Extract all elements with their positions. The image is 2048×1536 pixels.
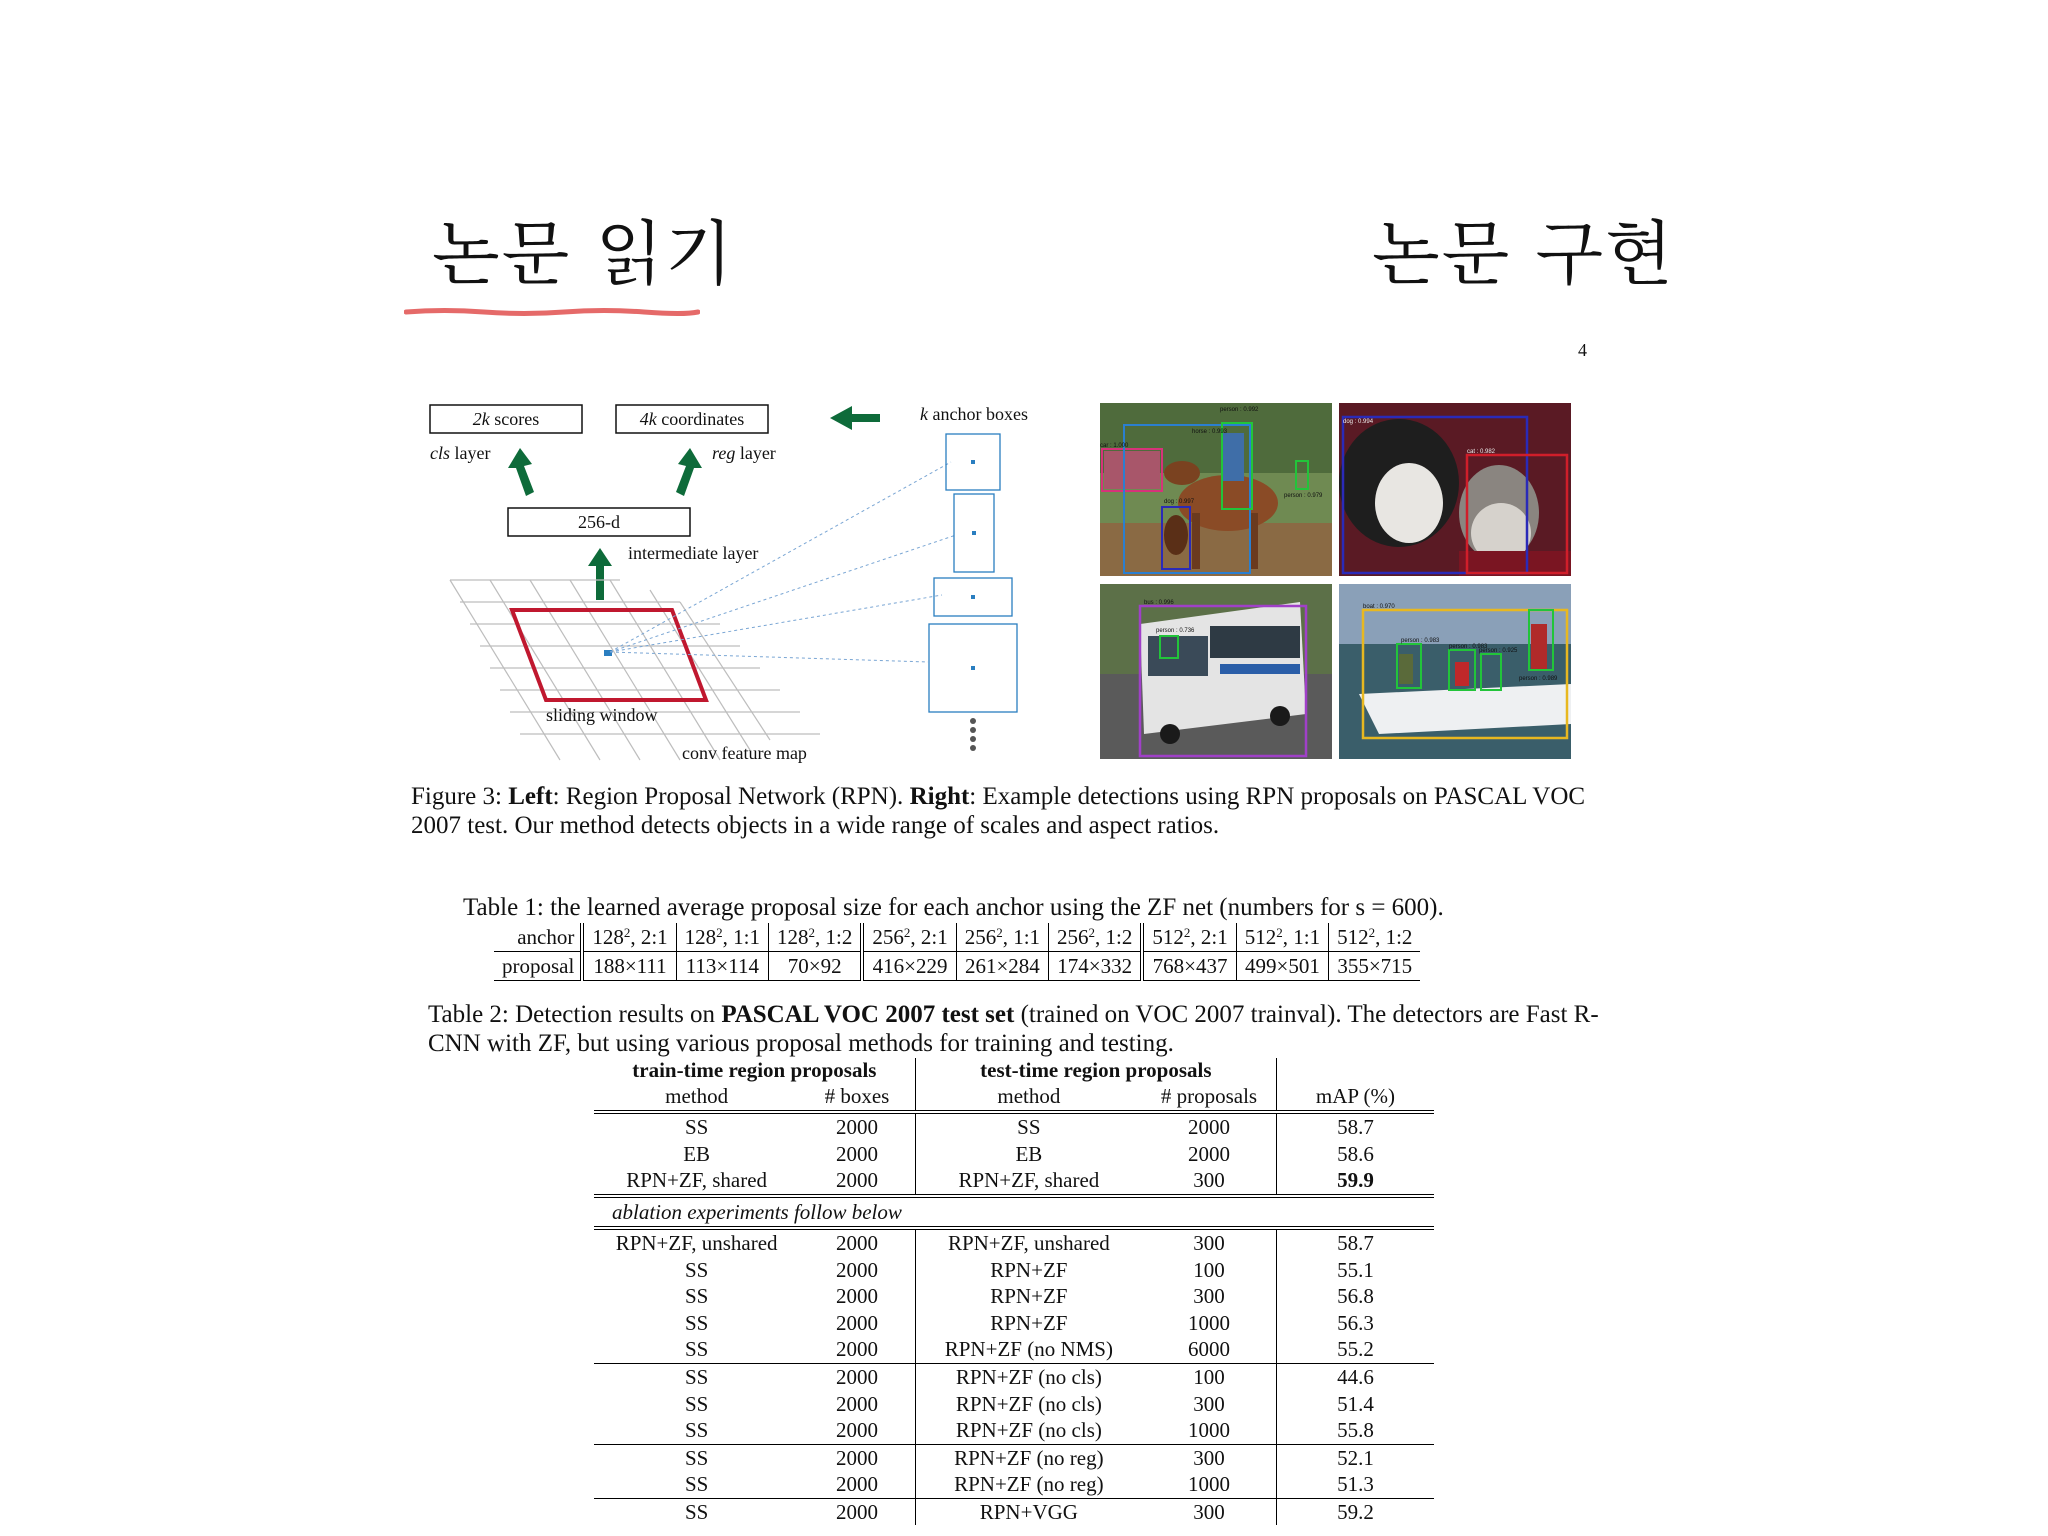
intermediate-label: 256-d <box>578 512 620 532</box>
table2-row <box>594 1336 1434 1363</box>
detection-photo-dog <box>1339 403 1571 576</box>
cell-test-method: RPN+ZF <box>990 1257 1068 1282</box>
cell-train-method: SS <box>594 1471 799 1498</box>
cell-test-method: RPN+ZF <box>990 1284 1068 1309</box>
cell-boxes: 2000 <box>799 1390 915 1417</box>
scores-label: 2k scores <box>472 409 540 429</box>
test-group-header: test-time region proposals <box>915 1058 1276 1082</box>
cell-test-method: SS <box>1017 1115 1041 1140</box>
cell-boxes: 2000 <box>799 1112 915 1141</box>
cell-boxes: 2000 <box>799 1141 915 1168</box>
cell-test-method: RPN+ZF (no cls) <box>955 1365 1102 1390</box>
table2-row <box>594 1256 1434 1283</box>
cell-map: 51.4 <box>1337 1391 1374 1416</box>
heading-paper-reading: 논문 읽기 <box>432 213 735 295</box>
cell-proposals: 300 <box>1142 1498 1276 1525</box>
det-label: person : 0.983 <box>1401 638 1440 644</box>
table2-row <box>594 1444 1434 1471</box>
cell-test-method: RPN+ZF (no cls) <box>915 1417 1142 1444</box>
col-map: mAP (%) <box>1276 1082 1434 1112</box>
cell-proposals: 300 <box>1142 1390 1276 1417</box>
cell-proposals: 300 <box>1142 1283 1276 1310</box>
cell-train-method: RPN+ZF, shared <box>594 1167 799 1196</box>
table2-row <box>594 1310 1434 1337</box>
cell-boxes: 2000 <box>799 1310 915 1337</box>
cell-map: 59.2 <box>1337 1500 1374 1525</box>
table1-anchor-row: anchor $128^2$, 2:1 $128^2$, 1:1 $128^2$, 1:2 $256^2$, 2:1 $256^2$, 1:1 $256^2$, 1:2 $512^2$, 2:1 $512^2$, 1:1 $512^2$, 1:2 <box>494 923 1420 952</box>
cell-proposals: 1000 <box>1142 1471 1276 1498</box>
table1-caption: Table 1: the learned average proposal size for each anchor using the ZF net (numbers for s = 600). <box>463 894 1444 921</box>
cell-map: 51.3 <box>1276 1471 1434 1498</box>
cell-map: 56.3 <box>1337 1310 1374 1335</box>
cell-train-method: SS <box>684 1284 709 1309</box>
cell-boxes: 2000 <box>799 1471 915 1498</box>
left-arrow-icon <box>830 406 880 430</box>
conv-feature-map-grid <box>450 580 820 760</box>
anchor-centers <box>971 460 976 670</box>
figure-caption: Figure 3: Left: Region Proposal Network (RPN). Right: Example detections using RPN proposals on PASCAL VOC 2007 test. Our method detects objects in a wide range of scales and aspect ratios. <box>411 783 1586 839</box>
det-label: bus : 0.996 <box>1144 600 1174 606</box>
table2-row <box>594 1471 1434 1498</box>
heading-paper-implementation: 논문 구현 <box>1372 213 1675 295</box>
cell-proposals: 1000 <box>1142 1417 1276 1444</box>
cell-boxes: 2000 <box>799 1498 915 1525</box>
cls-arrow-icon <box>508 448 534 496</box>
table2-row <box>594 1141 1434 1168</box>
cell-boxes: 2000 <box>799 1256 915 1283</box>
cell-train-method: SS <box>684 1257 709 1282</box>
det-label: dog : 0.994 <box>1343 419 1374 425</box>
table2-caption: Table 2: Detection results on PASCAL VOC 2007 test set (trained on VOC 2007 trainval). The detectors are Fast R-CNN with ZF, but using various proposal methods for training and testing. <box>428 1001 1599 1057</box>
sliding-window-label: sliding window <box>546 705 658 725</box>
col-proposals: # proposals <box>1142 1082 1276 1112</box>
cell-proposals: 6000 <box>1142 1336 1276 1363</box>
cell-boxes: 2000 <box>799 1283 915 1310</box>
cell-proposals: 2000 <box>1142 1141 1276 1168</box>
conv-map-label: conv feature map <box>682 743 807 763</box>
cell-train-method: SS <box>684 1500 709 1525</box>
cell-map: 58.7 <box>1337 1231 1374 1256</box>
cell-proposals: 300 <box>1142 1228 1276 1257</box>
det-label: person : 0.989 <box>1519 676 1558 682</box>
detection-photo-bus <box>1100 584 1332 759</box>
col-method: method <box>594 1082 799 1112</box>
cell-train-method: EB <box>683 1141 711 1166</box>
cell-proposals: 300 <box>1142 1167 1276 1196</box>
cell-proposals: 1000 <box>1142 1310 1276 1337</box>
rpn-diagram <box>420 390 1060 775</box>
cell-test-method: RPN+ZF (no reg) <box>954 1445 1104 1470</box>
intermediate-layer-label: intermediate layer <box>628 543 759 563</box>
cell-test-method: RPN+ZF (no cls) <box>955 1391 1102 1416</box>
col-boxes: # boxes <box>799 1082 915 1112</box>
det-label: person : 0.979 <box>1284 493 1323 499</box>
cell-map: 59.9 <box>1276 1167 1434 1196</box>
cell-train-method: SS <box>594 1336 799 1363</box>
det-label: person : 0.736 <box>1156 628 1195 634</box>
detection-photo-boat <box>1339 584 1571 759</box>
cell-map: 55.2 <box>1276 1336 1434 1363</box>
cell-train-method: SS <box>684 1391 709 1416</box>
anchor-boxes <box>929 434 1017 712</box>
up-arrow-icon <box>588 548 612 600</box>
coordinates-label: 4k coordinates <box>639 409 745 429</box>
cell-test-method: RPN+ZF, unshared <box>947 1231 1110 1256</box>
anchor-boxes-label: k anchor boxes <box>920 404 1028 424</box>
table2-row <box>594 1228 1434 1257</box>
cell-test-method: RPN+ZF (no NMS) <box>915 1336 1142 1363</box>
table2-row <box>594 1112 1434 1141</box>
ellipsis-dots <box>970 718 976 751</box>
det-label: person : 0.925 <box>1479 648 1518 654</box>
train-group-header: train-time region proposals <box>594 1058 915 1082</box>
cell-train-method: SS <box>684 1445 709 1470</box>
cell-train-method: SS <box>684 1115 709 1140</box>
col-test-method: method <box>915 1082 1142 1112</box>
cell-map: 58.7 <box>1337 1115 1374 1140</box>
detection-photo-horse <box>1100 403 1332 576</box>
cell-test-method: RPN+ZF <box>990 1310 1068 1335</box>
det-label: horse : 0.993 <box>1192 429 1228 435</box>
cell-boxes: 2000 <box>799 1228 915 1257</box>
cell-proposals: 100 <box>1142 1256 1276 1283</box>
det-label: dog : 0.997 <box>1164 499 1195 505</box>
cell-boxes: 2000 <box>799 1444 915 1471</box>
cell-test-method: RPN+VGG <box>979 1500 1078 1525</box>
cell-map: 52.1 <box>1337 1445 1374 1470</box>
cell-boxes: 2000 <box>799 1417 915 1444</box>
cell-boxes: 2000 <box>799 1336 915 1363</box>
page-number: 4 <box>1578 340 1587 360</box>
cell-map: 56.8 <box>1337 1284 1374 1309</box>
table1 <box>494 923 1420 981</box>
red-underline <box>404 308 700 316</box>
cell-proposals: 100 <box>1142 1363 1276 1390</box>
window-center <box>604 650 612 656</box>
table2-row <box>594 1363 1434 1390</box>
det-label: person : 0.992 <box>1220 407 1259 413</box>
cls-layer-label: cls layer <box>430 443 491 463</box>
det-label: car : 1.000 <box>1100 443 1129 449</box>
cell-map: 58.6 <box>1337 1141 1374 1166</box>
cell-proposals: 300 <box>1142 1444 1276 1471</box>
cell-train-method: SS <box>684 1365 709 1390</box>
table2-row <box>594 1167 1434 1196</box>
cell-test-method: RPN+ZF, shared <box>915 1167 1142 1196</box>
reg-layer-label: reg layer <box>712 443 776 463</box>
table1-proposal-row: proposal 188×111 113×114 70×92 416×229 261×284 174×332 768×437 499×501 355×715 <box>494 952 1420 981</box>
table2-row <box>594 1283 1434 1310</box>
cell-boxes: 2000 <box>799 1167 915 1196</box>
cell-train-method: RPN+ZF, unshared <box>615 1231 778 1256</box>
cell-train-method: SS <box>684 1310 709 1335</box>
reg-arrow-icon <box>676 448 702 496</box>
cell-map: 55.1 <box>1337 1257 1374 1282</box>
cell-train-method: SS <box>594 1417 799 1444</box>
cell-map: 44.6 <box>1337 1365 1374 1390</box>
table2-row <box>594 1498 1434 1525</box>
ablation-note: ablation experiments follow below <box>594 1196 1434 1228</box>
det-label: person : 0.983 <box>1449 644 1488 650</box>
table2-row <box>594 1417 1434 1444</box>
cell-test-method: RPN+ZF (no reg) <box>915 1471 1142 1498</box>
cell-test-method: EB <box>1015 1141 1043 1166</box>
cell-proposals: 2000 <box>1142 1112 1276 1141</box>
det-label: boat : 0.970 <box>1363 604 1395 610</box>
table2 <box>594 1058 1434 1525</box>
det-label: cat : 0.982 <box>1467 449 1496 455</box>
cell-boxes: 2000 <box>799 1363 915 1390</box>
cell-map: 55.8 <box>1276 1417 1434 1444</box>
table2-row <box>594 1390 1434 1417</box>
